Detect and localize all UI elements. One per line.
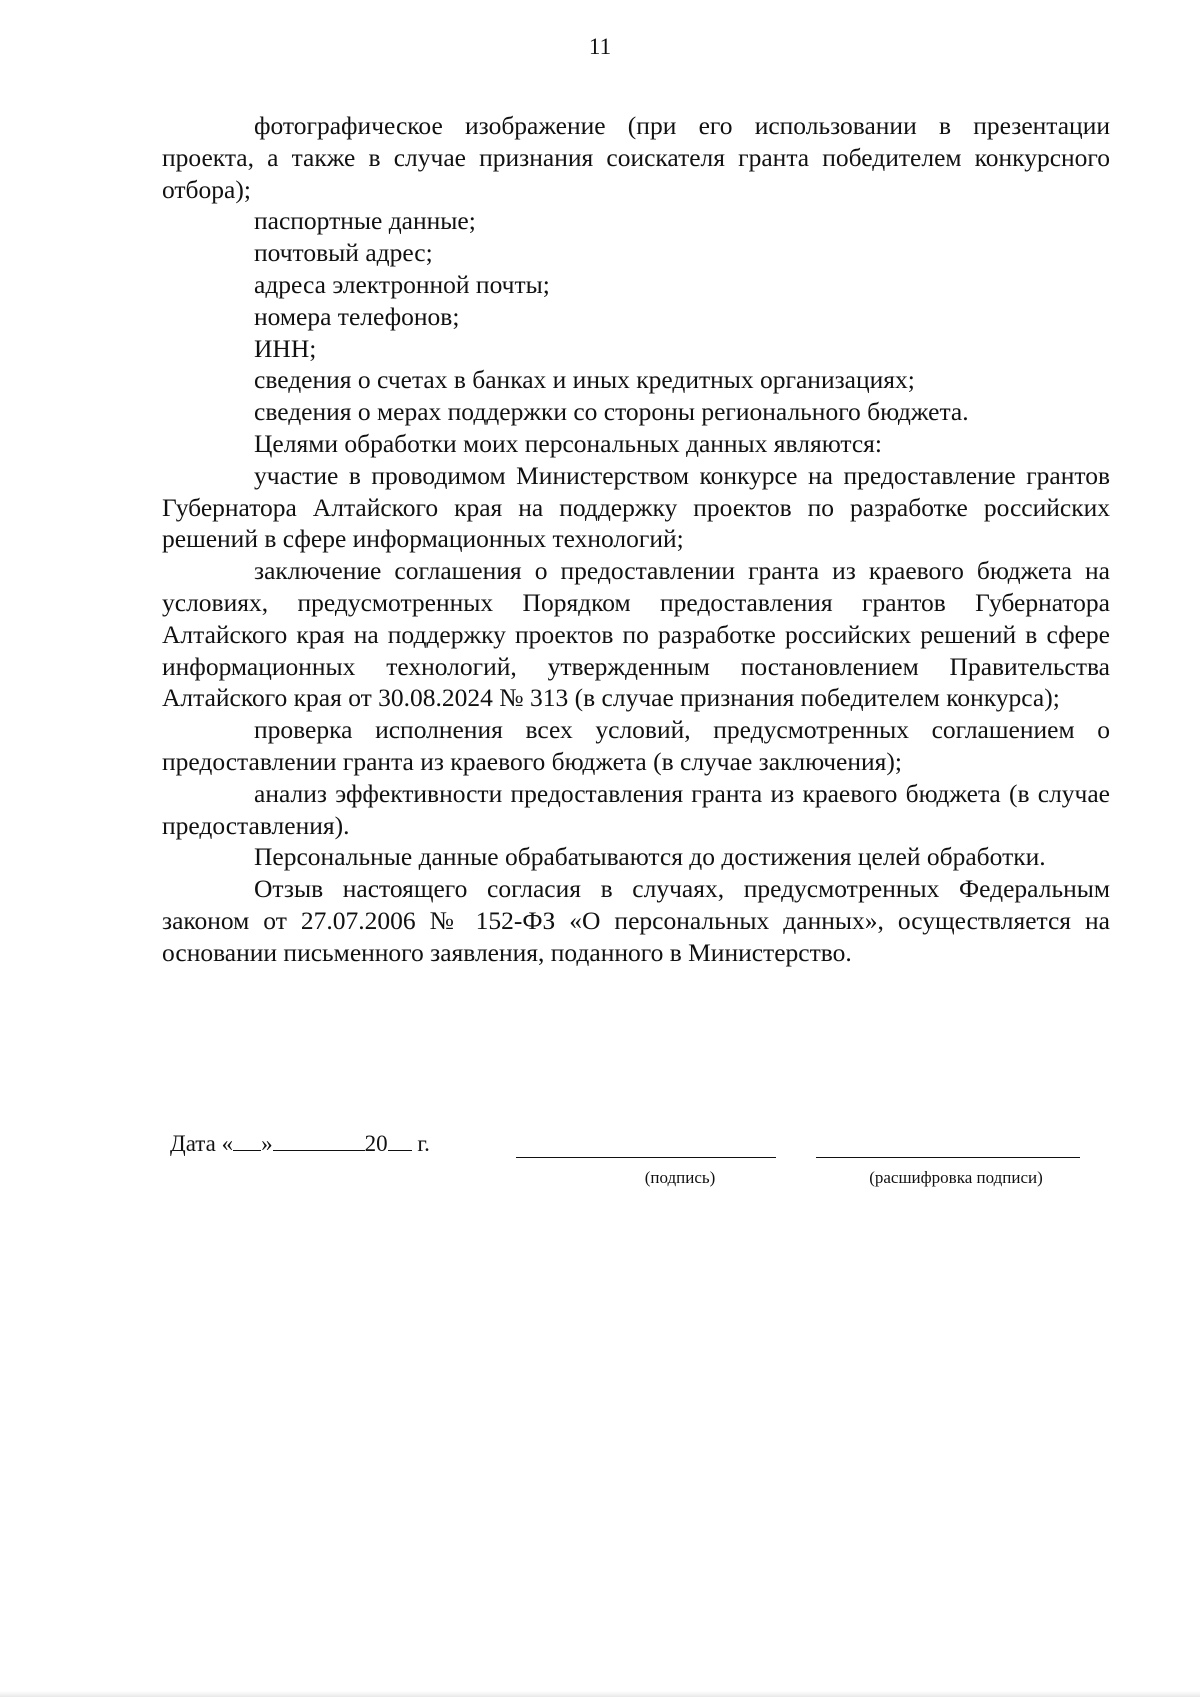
list-item: ИНН;: [254, 333, 317, 363]
purpose-agreement: заключение соглашения о предоставлении гранта из краевого бюджета на условиях, предусмотренных Порядком предоставления грантов Губернатора Алтайского края на поддержку проектов по разработке российских решений в сфере информационных технологий, утвержденным постановлением Правительства Алтайского края от 30.08.2024 № 313 (в случае признания победителем конкурса);: [162, 556, 1110, 713]
document-body: [162, 110, 1110, 969]
signature-decoding-line: [816, 1157, 1080, 1158]
list-item: номера телефонов;: [254, 301, 460, 331]
date-suffix: г.: [411, 1131, 430, 1156]
purpose-analysis: анализ эффективности предоставления гранта из краевого бюджета (в случае предоставления).: [162, 778, 1110, 840]
purposes-heading: Целями обработки моих персональных данных являются:: [254, 428, 882, 458]
date-day-blank: [233, 1128, 261, 1151]
list-item: адреса электронной почты;: [254, 269, 550, 299]
signature-decoding-caption: (расшифровка подписи): [869, 1168, 1043, 1187]
list-item: сведения о мерах поддержки со стороны регионального бюджета.: [254, 397, 969, 427]
list-item: паспортные данные;: [254, 206, 476, 236]
list-item: сведения о счетах в банках и иных кредитных организациях;: [254, 365, 915, 395]
photo-paragraph: фотографическое изображение (при его использовании в презентации проекта, а также в случае признания соискателя гранта победителем конкурсного отбора);: [162, 111, 1110, 204]
signature-caption: (подпись): [644, 1168, 716, 1187]
date-prefix: Дата «: [170, 1131, 234, 1156]
signature-line: [516, 1157, 776, 1158]
list-item: почтовый адрес;: [254, 238, 433, 268]
date-year-prefix: 20: [364, 1131, 388, 1156]
purpose-participation: участие в проводимом Министерством конкурсе на предоставление грантов Губернатора Алтайского края на поддержку проектов по разработке российских решений в сфере информационных технологий;: [162, 460, 1110, 554]
date-field: [170, 1128, 430, 1157]
date-month-blank: [273, 1128, 365, 1151]
purpose-verification: проверка исполнения всех условий, предусмотренных соглашением о предоставлении гранта из краевого бюджета (в случае заключения);: [162, 715, 1110, 776]
scan-edge: [0, 1691, 1200, 1697]
date-year-blank: [388, 1128, 412, 1151]
date-mid: »: [261, 1131, 273, 1156]
revocation-paragraph: Отзыв настоящего согласия в случаях, предусмотренных Федеральным законом от 27.07.2006 № 152-ФЗ «О персональных данных», осуществляется на основании письменного заявления, поданного в Министерство.: [162, 874, 1110, 967]
page-number: 11: [588, 34, 612, 59]
signature-block: [0, 1128, 1200, 1188]
processing-term-paragraph: Персональные данные обрабатываются до достижения целей обработки.: [254, 842, 1046, 872]
